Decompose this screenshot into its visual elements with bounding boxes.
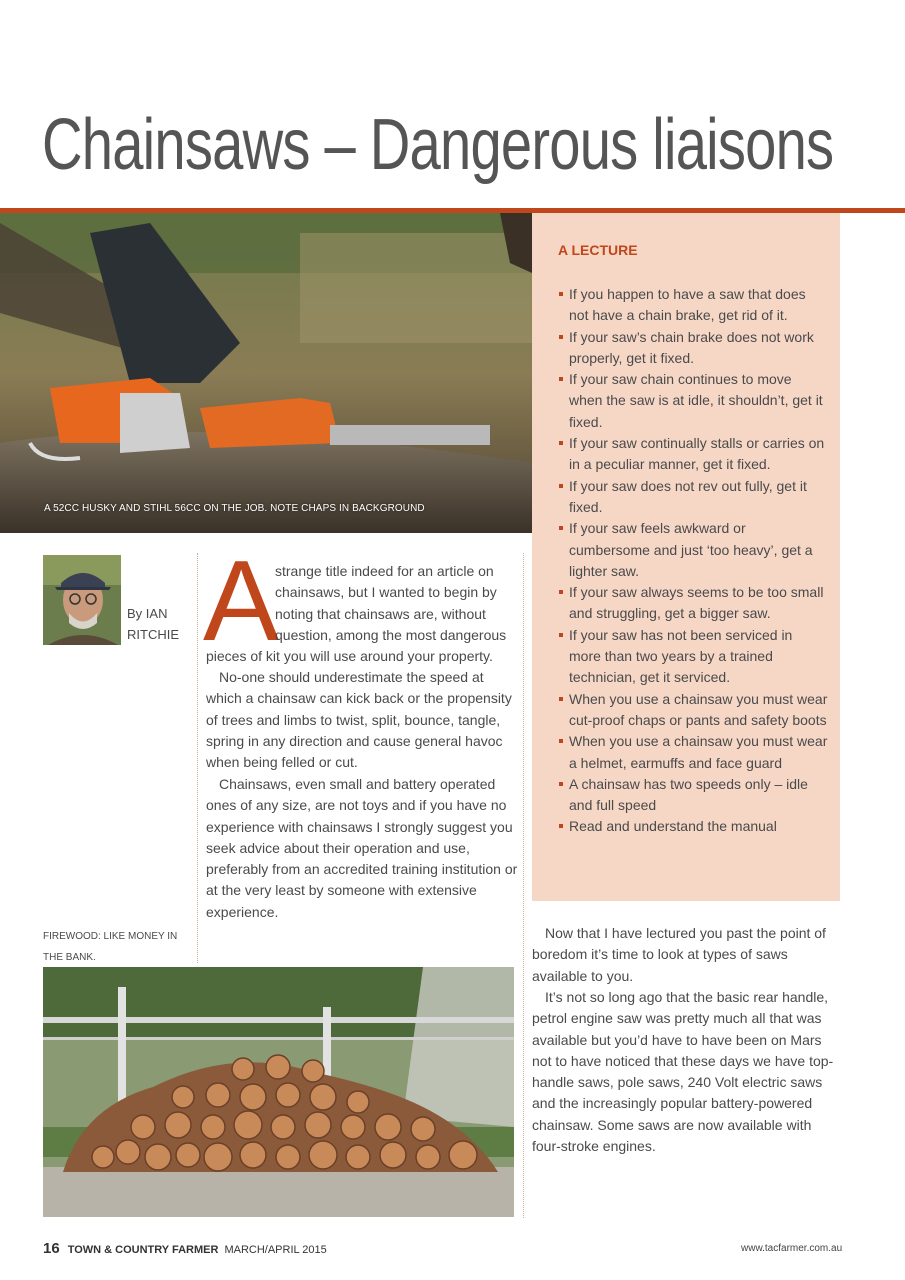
list-item: If your saw continually stalls or carries on in a peculiar manner, get it fixed. [558, 433, 828, 476]
bullet-square-icon [559, 824, 563, 828]
photo-top-caption: A 52CC HUSKY AND STIHL 56CC ON THE JOB. NOTE CHAPS IN BACKGROUND [44, 503, 425, 514]
page-footer [43, 1240, 327, 1257]
bullet-square-icon [559, 590, 563, 594]
firewood-photo [43, 967, 514, 1217]
column-divider [523, 553, 524, 1218]
page-title: Chainsaws – Dangerous liaisons [42, 105, 834, 185]
page-number: 16 [43, 1240, 60, 1257]
paragraph-intro-cont: pieces of kit you will use around your property. [206, 648, 493, 664]
paragraph: Chainsaws, even small and battery operated ones of any size, are not toys and if you have no experience with chainsaws I strongly suggest you seek advice about their operation and use, preferably from an accredited training institution or at the very least by someone with extensive experience. [206, 776, 518, 920]
lecture-list [558, 284, 828, 838]
bullet-square-icon [559, 526, 563, 530]
list-item: A chainsaw has two speeds only – idle and full speed [558, 774, 828, 817]
list-item: When you use a chainsaw you must wear a helmet, earmuffs and face guard [558, 731, 828, 774]
bullet-square-icon [559, 739, 563, 743]
bullet-square-icon [559, 782, 563, 786]
byline: By IAN RITCHIE [127, 606, 179, 642]
list-item: If your saw always seems to be too small and struggling, get a bigger saw. [558, 582, 828, 625]
bullet-square-icon [559, 633, 563, 637]
bullet-square-icon [559, 697, 563, 701]
paragraph: No-one should underestimate the speed at which a chainsaw can kick back or the propensity of trees and limbs to twist, split, bounce, tangle, spring in any direction and cause general havoc when being felled or cut. [206, 669, 512, 771]
list-item: When you use a chainsaw you must wear cut-proof chaps or pants and safety boots [558, 689, 828, 732]
publication-name: TOWN & COUNTRY FARMER [67, 1244, 219, 1256]
bullet-square-icon [559, 441, 563, 445]
list-item: If your saw has not been serviced in more than two years by a trained technician, get it serviced. [558, 625, 828, 689]
issue-date: MARCH/APRIL 2015 [224, 1244, 327, 1256]
bullet-square-icon [559, 335, 563, 339]
author-avatar [43, 555, 121, 645]
firewood-caption: FIREWOOD: LIKE MONEY IN THE BANK. [43, 931, 178, 963]
list-item: Read and understand the manual [558, 816, 828, 837]
paragraph-intro: strange title indeed for an article on chainsaws, but I wanted to begin by noting that chainsaws are, without question, among the most dangerous [275, 563, 507, 643]
list-item: If you happen to have a saw that does not have a chain brake, get rid of it. [558, 284, 828, 327]
bullet-square-icon [559, 484, 563, 488]
list-item: If your saw’s chain brake does not work properly, get it fixed. [558, 327, 828, 370]
paragraph: It’s not so long ago that the basic rear handle, petrol engine saw was pretty much all that was available but you’d have to have been on Mars not to have noticed that these days we have top-handle saws, pole saws, 240 Volt electric saws and the increasingly popular battery-powered chainsaw. Some saws are now available with four-stroke engines. [532, 989, 834, 1155]
bullet-square-icon [559, 377, 563, 381]
website-link[interactable]: www.tacfarmer.com.au [741, 1243, 843, 1254]
drop-cap: A [203, 538, 280, 665]
bullet-square-icon [559, 292, 563, 296]
list-item: If your saw does not rev out fully, get it fixed. [558, 476, 828, 519]
paragraph: Now that I have lectured you past the point of boredom it’s time to look at types of saws available to you. [532, 925, 826, 984]
column-divider [197, 553, 198, 963]
list-item: If your saw chain continues to move when the saw is at idle, it shouldn’t, get it fixed. [558, 369, 828, 433]
sidebar-title: A LECTURE [558, 242, 638, 258]
list-item: If your saw feels awkward or cumbersome and just ‘too heavy’, get a lighter saw. [558, 518, 828, 582]
chainsaws-photo [0, 213, 532, 533]
